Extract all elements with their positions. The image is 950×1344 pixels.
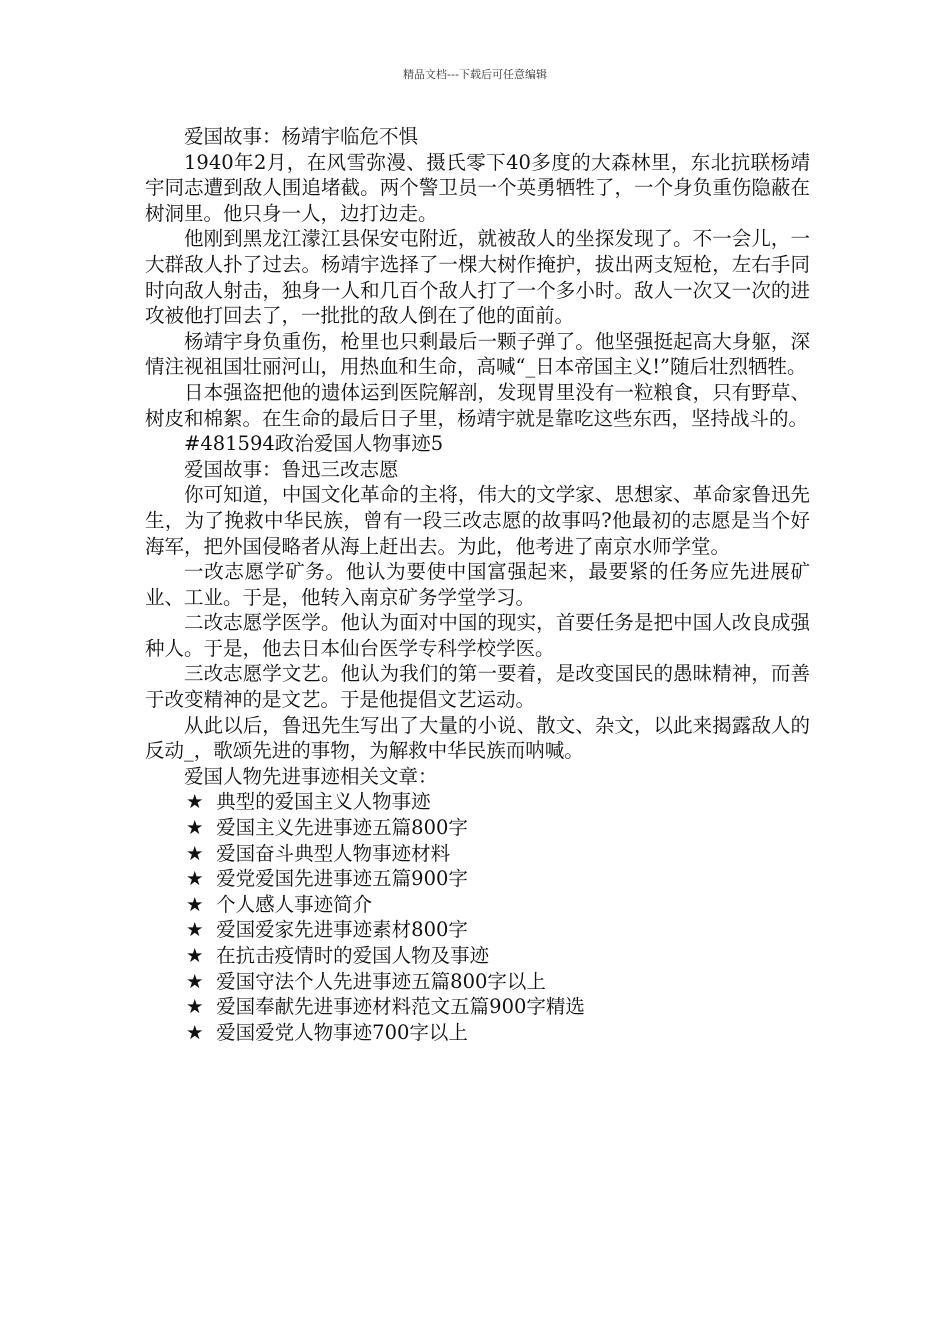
story-paragraph: 一改志愿学矿务。他认为要使中国富强起来，最要紧的任务应先进展矿业、工业。于是，他转入南京矿务学堂学习。 — [145, 560, 810, 609]
related-article-link[interactable] — [145, 1020, 810, 1046]
star-icon: ★ — [185, 995, 204, 1019]
star-icon: ★ — [185, 1020, 204, 1044]
star-icon: ★ — [185, 969, 204, 993]
related-article-title: 爱国主义先进事迹五篇800字 — [216, 816, 468, 840]
related-article-link[interactable] — [145, 866, 810, 892]
related-article-title: 典型的爱国主义人物事迹 — [216, 790, 431, 814]
story-paragraph: 从此以后，鲁迅先生写出了大量的小说、散文、杂文，以此来揭露敌人的反动_，歌颂先进的事物，为解救中华民族而呐喊。 — [145, 713, 810, 763]
related-article-title: 爱国守法个人先进事迹五篇800字以上 — [216, 969, 546, 993]
related-article-title: 爱党爱国先进事迹五篇900字 — [216, 867, 468, 891]
story-title: 爱国故事：杨靖宇临危不惧 — [184, 125, 419, 148]
star-icon: ★ — [185, 892, 204, 916]
story-paragraph: 1940年2月，在风雪弥漫、摄氏零下40多度的大森林里，东北抗联杨靖宇同志遭到敌人围追堵截。两个警卫员一个英勇牺牲了，一个身负重伤隐蔽在树洞里。他只身一人，边打边走。 — [145, 150, 810, 225]
related-article-link[interactable] — [145, 841, 810, 867]
star-icon: ★ — [185, 944, 204, 967]
story-paragraph: 杨靖宇身负重伤，枪里也只剩最后一颗子弹了。他坚强挺起高大身躯，深情注视祖国壮丽河山，用热血和生命，高喊“_日本帝国主义!”随后壮烈牺牲。 — [145, 329, 810, 379]
related-article-title: 个人感人事迹简介 — [216, 892, 373, 916]
story-paragraph: 他刚到黑龙江濛江县保安屯附近，就被敌人的坐探发现了。不一会儿，一大群敌人扑了过去。杨靖宇选择了一棵大树作掩护，拔出两支短枪，左右手同时向敌人射击，独身一人和几百个敌人打了一个多小时。敌人一次又一次的进攻被他打回去了，一批批的敌人倒在了他的面前。 — [145, 227, 810, 328]
star-icon: ★ — [185, 841, 204, 865]
related-article-title: 爱国爱家先进事迹素材800字 — [216, 918, 468, 942]
star-icon: ★ — [185, 816, 204, 840]
document-body — [145, 124, 810, 1045]
story-paragraph: 三改志愿学文艺。他认为我们的第一要着，是改变国民的愚昧精神，而善于改变精神的是文艺。于是他提倡文艺运动。 — [145, 662, 810, 712]
star-icon: ★ — [185, 790, 204, 814]
section-marker: #481594政治爱国人物事迹5 — [184, 432, 444, 456]
story-paragraph: 你可知道，中国文化革命的主将，伟大的文学家、思想家、革命家鲁迅先生，为了挽救中华民族，曾有一段三改志愿的故事吗?他最初的志愿是当个好海军，把外国侵略者从海上赶出去。为此，他考进了南京水师学堂。 — [145, 483, 810, 558]
related-heading: 爱国人物先进事迹相关文章： — [184, 764, 438, 788]
related-article-link[interactable] — [145, 789, 810, 815]
star-icon: ★ — [185, 867, 204, 891]
related-article-title: 爱国奋斗典型人物事迹材料 — [216, 841, 451, 865]
related-article-link[interactable] — [145, 815, 810, 841]
related-article-title: 在抗击疫情时的爱国人物及事迹 — [216, 944, 490, 967]
related-articles-list — [145, 789, 810, 1045]
story-paragraph: 日本强盗把他的遗体运到医院解剖，发现胃里没有一粒粮食，只有野草、树皮和棉絮。在生命的最后日子里，杨靖宇就是靠吃这些东西，坚持战斗的。 — [145, 380, 810, 430]
related-article-title: 爱国爱党人物事迹700字以上 — [216, 1020, 468, 1044]
related-article-title: 爱国奉献先进事迹材料范文五篇900字精选 — [216, 995, 585, 1019]
related-article-link[interactable] — [145, 892, 810, 918]
related-article-link[interactable] — [145, 969, 810, 995]
related-article-link[interactable] — [145, 943, 810, 969]
page-header: 精品文档---下载后可任意编辑 — [403, 68, 547, 81]
story-title: 爱国故事：鲁迅三改志愿 — [184, 457, 399, 481]
related-article-link[interactable] — [145, 994, 810, 1020]
related-article-link[interactable] — [145, 917, 810, 943]
star-icon: ★ — [185, 918, 204, 942]
story-paragraph: 二改志愿学医学。他认为面对中国的现实，首要任务是把中国人改良成强种人。于是，他去日本仙台医学专科学校学医。 — [145, 611, 810, 660]
